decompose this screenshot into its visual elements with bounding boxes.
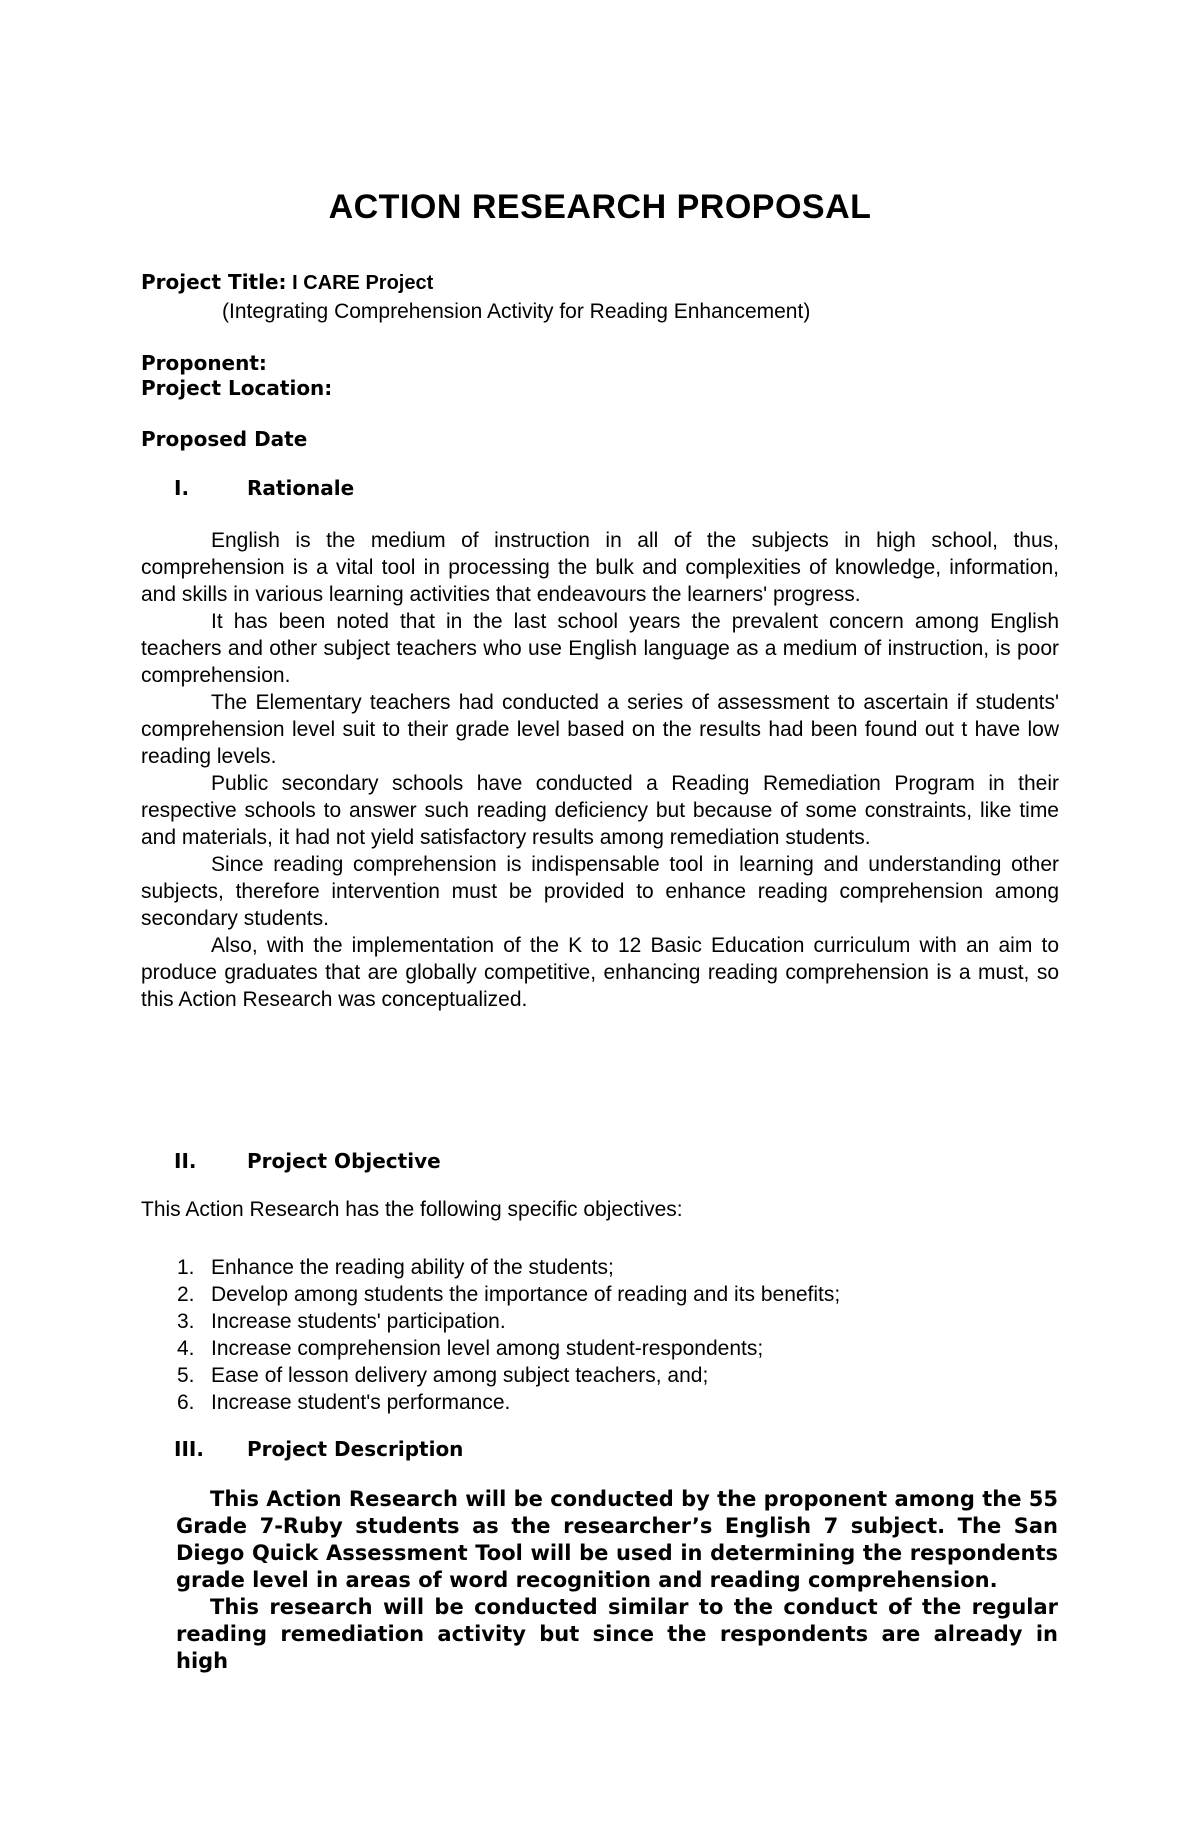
- section-label: Project Description: [247, 1437, 464, 1461]
- rationale-paragraph: Also, with the implementation of the K to 12 Basic Education curriculum with an aim to produce graduates that are globally competitive, enhancing reading comprehension is a must, so this Action Research was conceptualized.: [141, 934, 1059, 1011]
- objectives-list: [141, 1254, 840, 1416]
- section-heading-objective: [174, 1149, 441, 1173]
- list-number: 5.: [177, 1364, 195, 1387]
- description-paragraph: This Action Research will be conducted by the proponent among the 55 Grade 7-Ruby students as the researcher’s English 7 subject. The San Diego Quick Assessment Tool will be used in determining the respondents grade level in areas of word recognition and reading comprehension.: [176, 1487, 1058, 1592]
- section-label: Rationale: [247, 476, 355, 500]
- list-number: 4.: [177, 1337, 195, 1360]
- project-title-value: I CARE Project: [286, 272, 434, 294]
- section-numeral: III.: [174, 1437, 204, 1461]
- list-number: 6.: [177, 1391, 195, 1414]
- list-item: [141, 1335, 840, 1362]
- proponent-label: Proponent:: [141, 351, 267, 375]
- proposed-date-label: Proposed Date: [141, 427, 308, 451]
- objectives-intro: This Action Research has the following specific objectives:: [141, 1198, 683, 1221]
- list-item: [141, 1254, 840, 1281]
- list-number: 2.: [177, 1283, 195, 1306]
- list-item: [141, 1308, 840, 1335]
- project-location-label: Project Location:: [141, 376, 333, 400]
- list-item: [141, 1281, 840, 1308]
- section-heading-rationale: [174, 476, 355, 500]
- list-text: Enhance the reading ability of the students;: [211, 1256, 614, 1279]
- section-heading-description: [174, 1437, 464, 1461]
- section-numeral: I.: [174, 476, 190, 500]
- list-text: Develop among students the importance of reading and its benefits;: [211, 1283, 841, 1306]
- list-number: 1.: [177, 1256, 195, 1279]
- rationale-paragraph: It has been noted that in the last school years the prevalent concern among English teachers and other subject teachers who use English language as a medium of instruction, is poor comprehension.: [141, 610, 1059, 687]
- list-text: Increase students' participation.: [211, 1310, 506, 1333]
- project-title-label: Project Title:: [141, 270, 287, 294]
- rationale-paragraph: Since reading comprehension is indispensable tool in learning and understanding other subjects, therefore intervention must be provided to enhance reading comprehension among secondary students.: [141, 853, 1059, 930]
- list-number: 3.: [177, 1310, 195, 1333]
- list-item: [141, 1362, 840, 1389]
- list-text: Ease of lesson delivery among subject teachers, and;: [211, 1364, 709, 1387]
- project-title-line: [141, 270, 433, 295]
- list-text: Increase comprehension level among student-respondents;: [211, 1337, 764, 1360]
- project-title-subtitle: (Integrating Comprehension Activity for Reading Enhancement): [222, 300, 811, 323]
- document-title: ACTION RESEARCH PROPOSAL: [328, 188, 872, 226]
- rationale-paragraph: The Elementary teachers had conducted a series of assessment to ascertain if students' comprehension level suit to their grade level based on the results had been found out t have low reading levels.: [141, 691, 1059, 768]
- description-paragraph: This research will be conducted similar to the conduct of the regular reading remediation activity but since the respondents are already in high: [176, 1595, 1058, 1673]
- list-item: [141, 1389, 840, 1416]
- rationale-body: [141, 527, 1059, 1013]
- section-label: Project Objective: [247, 1149, 441, 1173]
- rationale-paragraph: English is the medium of instruction in all of the subjects in high school, thus, comprehension is a vital tool in processing the bulk and complexities of knowledge, information, and skills in various learning activities that endeavours the learners' progress.: [141, 529, 1059, 606]
- section-numeral: II.: [174, 1149, 197, 1173]
- list-text: Increase student's performance.: [211, 1391, 511, 1414]
- rationale-paragraph: Public secondary schools have conducted a Reading Remediation Program in their respective schools to answer such reading deficiency but because of some constraints, like time and materials, it had not yield satisfactory results among remediation students.: [141, 772, 1059, 849]
- description-body: [176, 1486, 1058, 1675]
